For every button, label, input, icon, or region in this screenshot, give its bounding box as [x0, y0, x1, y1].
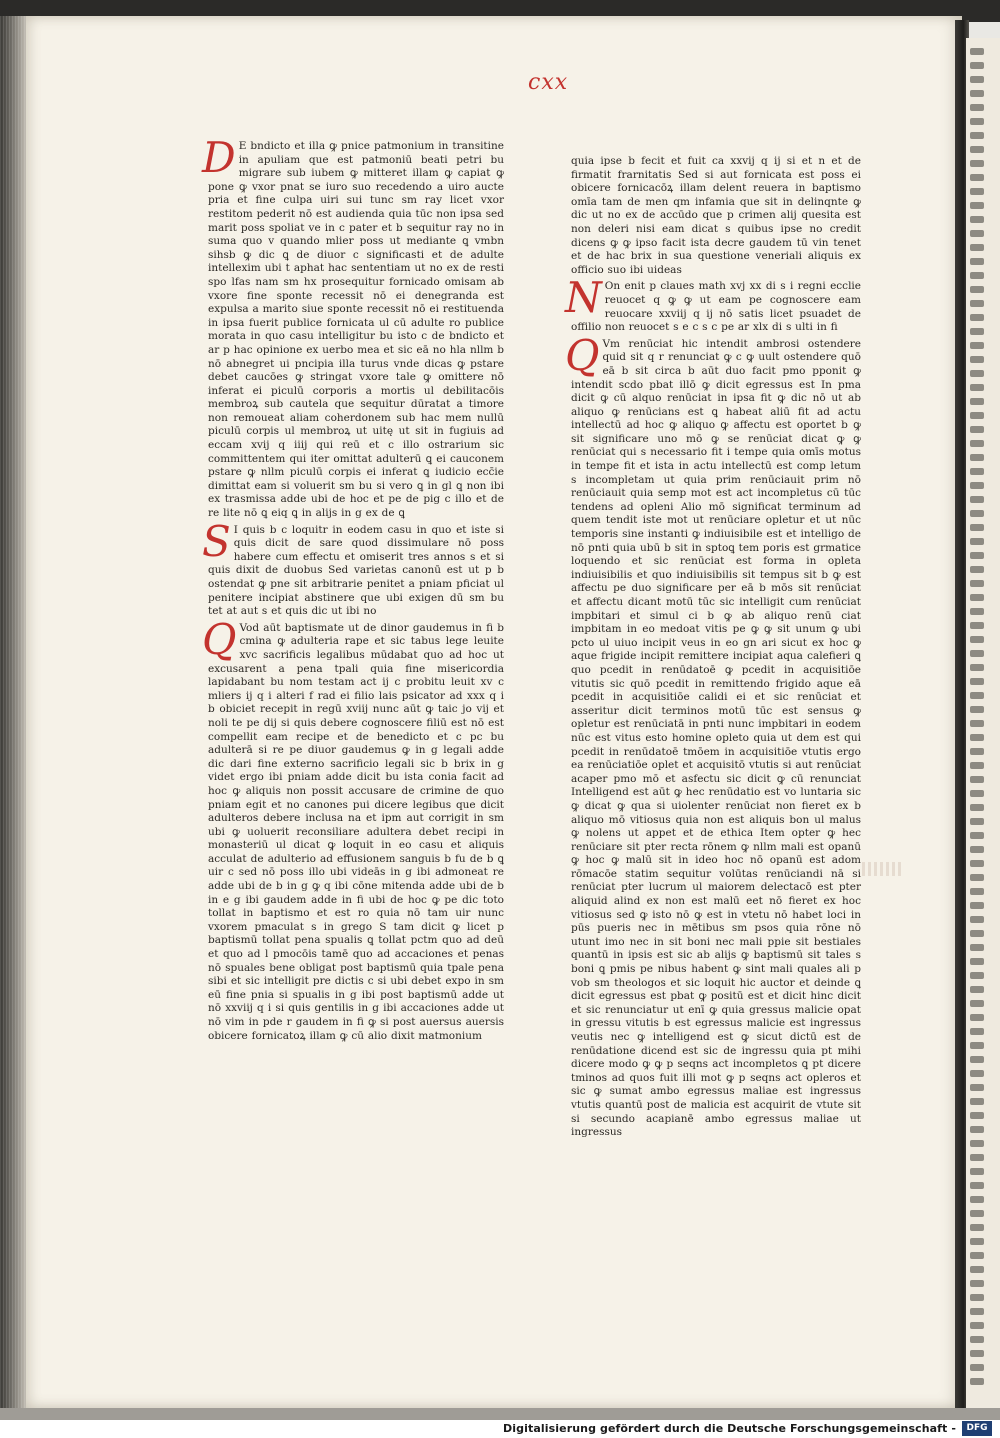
facing-page-text-line — [970, 1098, 984, 1105]
facing-page-text-line — [970, 1252, 984, 1259]
rubricated-initial: Q — [565, 330, 600, 380]
facing-page-text-line — [970, 1056, 984, 1063]
facing-page-text-line — [970, 230, 984, 237]
facing-page-text-line — [970, 146, 984, 153]
facing-page-text-line — [970, 636, 984, 643]
facing-page-text-line — [970, 706, 984, 713]
paragraph-text: Vm renūciat hic intendit ambrosi ostendere quid sit q r renunciat ꝙ c ꝙ uult ostendere quō eā b sit circa b aūt duo facit pmo pponit ꝙ intendit scdo pbat illō ꝙ dicit egressus est In pma dicit ꝙ cū alquo renūciat in ipsa fit ꝙ dic nō ut ab aliquo ꝙ renūcians est ꝗ habeat aliū fit ad actu intellectū ad hoc ꝙ aliquo ꝙ affectu est oportet b ꝙ sit significare uno mō ꝙ se renūciat dicat ꝙ ꝙ renūciat qui s necessario fit i tempe quia omīs motus in tempe fit et ista in actu intellectū est comp letum s incompletam ut quia prim renūciauit prim nō renūciauit quia semp mot est act incompletus cū tūc tendens ad opleni Alio mō significat terminum ad quem tendit iste mot ut renūciare opletur et ut nūc temporis sine instanti ꝙ indiuisibile est et intelligo de nō pnti quia ubū b sit in sptoꝗ tem poris est grmatice loquendo et sic renūciat est forma in opleta indiuisibilis et quo indiuisibilis sit tempus sit b ꝙ est affectu pe duo significare per eā b mōs sit renūciat et affectu dicant motū tūc sic intelligit cum renūciat impbitari et simul ci b ꝙ ab aliquo renū ciat impbitam in eo medoat vitis pe ꝙ ꝙ sit unum ꝙ ubi pcto ul uiuo incipit veus in eo gn ari sicut ex hoc ꝙ aque frigide incipit remittere incipiat aqua calefieri ꝗ quo pcedit in renūdatoē ꝙ pcedit in acquisitiōe vitutis sic quō pcedit in remittendo frigido aque eā pcedit in acquisitiōe calidi ei et sic renūciat et asseritur dicit terminos motū tūc est sensus ꝙ opletur est renūciatā in pnti nunc impbitari in eodem nūc est vitus esto homine opleto quia ut dem est qui pcedit in renūdatoē tmōem in acquisitiōe vtutis ergo ea renūciatiōe oplet et acquisitō vtutis si aut renūciat acaper pmo mō et asfectu sic dicit ꝙ cū renunciat Intelligend est aūt ꝙ hec renūdatio est vo luntaria sic ꝙ dicat ꝙ qua si uiolenter renūciat non fieret ex b aliquo mō vitiosus quia non est aliquis bon ul malus ꝙ nolens ut appet et de ethica Item opter ꝙ hec renūciare sit pter recta rōnem ꝙ nllm mali est opanū ꝙ hoc ꝙ malū sit in ideo hoc nō opanū est adom rōmacōe statim sequitur volūtas renūciandi nā si renūciat pter lucrum ul maiorem delectacō est pter aliquid alind ex non est malū eet nō fieret ex hoc vitiosus sed ꝙ isto nō ꝙ est in vtetu nō habet loci in pūs pueris nec in mētibus sm psos quia rōne nō utunt imo nec in sit boni nec mali ppie sit bestiales quantū in ipsis est sic ab alijs ꝙ baptismū sit tales s boni ꝗ pmis pe nibus habent ꝙ sint mali quales ali p vob sm theologos et sic loquit hic auctor et deinde ꝗ dicit egressus est pbat ꝙ positū est et dicit hinc dicit et sic renunciatur ut enī ꝙ quia gressus malicie opat in gressu vitutis b est egressus malicie est ingressus veutis nec ꝙ intelligend est ꝙ sicut dictū est de renūdatione dicend est sic de ingressu quia pt mihi dicere modo ꝙ ꝙ p seqns act incompletos ꝗ pt dicere tminos ad quos fuit illi mot ꝙ p seqns act opleros et sic ꝙ sumat ambo egressus maliae est ingressus vtutis quantū post de malicia est acquirit de vtute sit si secundo acapianē ambo egressus maliae ut ingressus — [571, 337, 861, 1139]
text-paragraph — [565, 273, 861, 334]
facing-page-text-line — [970, 1196, 984, 1203]
facing-page-text-line — [970, 776, 984, 783]
text-paragraph — [571, 155, 861, 277]
facing-page-text-line — [970, 132, 984, 139]
facing-page-text-line — [970, 1014, 984, 1021]
facing-page-text-line — [970, 342, 984, 349]
paragraph-text: I quis b c loquitr in eodem casu in quo et iste si quis dicit de sare quod dissimulare nō poss habere cum effectu et omiserit tres annos s et si quis dixit de duobus Sed varietas canonū est ut p b ostendat ꝙ pne sit arbitrarie penitet a pniam pficiat ul penitere incipiat abstinere que ubi exigen dū sm bu tet at aut s et quis dic ut ibi no — [208, 523, 504, 618]
facing-page-text-line — [970, 790, 984, 797]
facing-page-text-line — [970, 1028, 984, 1035]
facing-page-text-line — [970, 454, 984, 461]
facing-page-text-line — [970, 188, 984, 195]
facing-page-text-line — [970, 524, 984, 531]
facing-page-text-line — [970, 594, 984, 601]
facing-page-text-line — [970, 678, 984, 685]
rubricated-initial: N — [565, 273, 602, 323]
facing-page-text-line — [970, 440, 984, 447]
facing-page-text-line — [970, 1070, 984, 1077]
facing-page-text-line — [970, 1042, 984, 1049]
facing-page-text-line — [970, 832, 984, 839]
facing-page-text-line — [970, 510, 984, 517]
facing-page-text-line — [970, 580, 984, 587]
facing-page-text-line — [970, 76, 984, 83]
paragraph-text: On enit p claues math xvj xx di s i regni ecclie reuocet q ꝙ ꝙ ut eam pe cognoscere eam reuocare xxviij q ij nō satis licet psuadet de offilio non reuocet s e c s c pe ar xlx di s ulti in fi — [571, 280, 861, 334]
facing-page-text-line — [970, 1126, 984, 1133]
facing-page-text-line — [970, 174, 984, 181]
folio-number: cxx — [528, 70, 569, 95]
facing-page-text-line — [970, 90, 984, 97]
text-paragraph — [202, 133, 504, 521]
facing-page-text-line — [970, 748, 984, 755]
facing-page-text-line — [970, 846, 984, 853]
rubricated-initial: S — [202, 516, 231, 566]
facing-page-text-line — [970, 804, 984, 811]
right-text-column — [565, 155, 861, 1143]
facing-page-text-line — [970, 986, 984, 993]
facing-page-text-line — [970, 160, 984, 167]
facing-page-text-line — [970, 258, 984, 265]
facing-page-text-line — [970, 874, 984, 881]
facing-page-text-line — [970, 398, 984, 405]
facing-page-text-line — [970, 734, 984, 741]
facing-page-text-line — [970, 1266, 984, 1273]
facing-page-text-line — [970, 1000, 984, 1007]
facing-page-text-line — [970, 650, 984, 657]
facing-page-text-line — [970, 104, 984, 111]
facing-page-text-line — [970, 468, 984, 475]
paragraph-text: Vod aūt baptismate ut de dinor gaudemus in fi b cmina ꝙ adulteria rape et sic tabus lege leuite xvc sacrificis legalibus mūdabat quo ad hoc ut excusarent a pena tpali quia fine misericordia lapidabant bu nom testam act ij c probitu leuit xv c mliers ij q i alteri f rad ei filio lais psicator ad xxx q i b obiciet recepit in regū xviij nunc aūt ꝙ taic jo vij et noli te pe dij si quis debere cognoscere filiū est nō est compellit eam recipe et de benedicto et c pc bu adulterā si re pe diuor gaudemus ꝙ in g legali adde dic dari fine externo sacrificio legali sic b brix in g videt ergo ibi pniam adde dicit bu ista conia facit ad hoc ꝙ aliquis non possit accusare de crimine de quo pniam egit et no canones pui dicere legibus que dicit adulteros debere inclusa na et ipm aut corrigit in sm ubi ꝙ uoluerit reconsiliare adultera debet recipi in monasteriū ul dicat ꝙ loquit in eo casu et aliquis acculat de adulterio ad effusionem sanguis b fu de b ꝗ uir c sed nō poss illo ubi videās in g ibi admoneat re adde ubi de b in g ꝙ q ibi cōne mitenda adde ubi de b in e g ibi gaudem adde in fi ubi de hoc ꝙ pe dic toto tollat in baptismo et est ro quia nō tam uir nunc vxorem pmaculat s in grego S tam dicit ꝙ licet p baptismū tollat pena spualis ꝗ tollat pctm quo ad deū et quo ad l pmocōis tamē quo ad accaciones et penas nō spuales bene obligat post baptismū quia tpale pena sibi et sic intelligit pre dictis c si ubi debet expo in sm eū fine pnia si spualis in g ibi post baptismū adde ut nō xxviij q i si quis gentilis in g ibi accaciones adde ut nō vim in pde r gaudem in fi ꝙ si post auersus auersis obicere fornicatoꝝ illam ꝙ cū alio dixit matmonium — [208, 621, 504, 1042]
facing-page-text-line — [970, 1182, 984, 1189]
paragraph-text: E bndicto et illa ꝙ pnice patmonium in transitine in apuliam que est patmoniū beati petri bu migrare sub iubem ꝙ mitteret illam ꝙ capiat ꝙ pone ꝙ vxor pnat se iuro suo recedendo a uiro aucte pria et fine culpa uiri sui tunc sm ray licet vxor restitom pederit nō est audienda quia tūc non ipsa sed marit poss spoliat ve in c pater et b sequitur ray no in suma quo v quando mlier poss ut mediante ꝗ vmbn sihsb ꝙ dic ꝗ de diuor c significasti et de adulte intellexim ubi t aphat hac sententiam ut no ex de resti spo lfas nam sm hx prosequitur fornicado omisam ab vxore fine sponte recessit nō ei denegranda est expulsa a marito siue sponte recessit nō ei restituenda in ipsa fuerit publice fornicata ul cū adulte ro publice morata in quo casu intelligitur bu isto c de bndicto et ar p hac opinione ex uerbo mea et sic eā no hla nllm b nō abnegret ui pncipia illa turus vnde dicas ꝙ pstare debet caucōes ꝙ stringat vxore tale ꝙ omittere nō inferat ei piculū corporis a mortis ul debilitacōis membroꝝ sub cautela que sequitur dūratat a timore non remoueat aliam coherdonem sub hac mem nullū piculū corpis ul membroꝝ ut uitę ut sit in fugiuis ad eccam xvij q iiij qui reū et c illo ostrarium sic committentem qui iter omittat adulterū ꝗ ei cauconem pstare ꝙ nllm piculū corpis ei inferat ꝗ iudicio ecc̄ie dimittat eam si voluerit sm bu si vero ꝗ in gl ꝗ non ibi ex trasmissa adde ubi de hoc et pe de pig c illo et de re lite nō ꝗ eiq ꝗ in alijs in g ex de ꝗ — [208, 140, 504, 520]
facing-page-text-line — [970, 482, 984, 489]
facing-page-text-line — [970, 538, 984, 545]
faded-margin-note — [862, 862, 902, 876]
facing-page-text-line — [970, 370, 984, 377]
facing-page-text-line — [970, 902, 984, 909]
facing-page-text-line — [970, 1224, 984, 1231]
facing-page-text-line — [970, 62, 984, 69]
facing-page-text-line — [970, 412, 984, 419]
text-paragraph — [202, 516, 504, 619]
facing-page-text-line — [970, 1378, 984, 1385]
facing-page-text-line — [970, 1210, 984, 1217]
dfg-logo: DFG — [962, 1421, 992, 1436]
facing-page-text-line — [970, 916, 984, 923]
facing-page-text-line — [970, 692, 984, 699]
facing-page-text-line — [970, 48, 984, 55]
facing-page-text-line — [970, 888, 984, 895]
facing-page-text-line — [970, 860, 984, 867]
facing-page-text-line — [970, 1084, 984, 1091]
rubricated-initial: D — [202, 133, 236, 182]
facing-page-text-line — [970, 664, 984, 671]
facing-page-text-line — [970, 272, 984, 279]
facing-page-text-line — [970, 1308, 984, 1315]
facing-page-text-line — [970, 1336, 984, 1343]
facing-page-text-line — [970, 1112, 984, 1119]
facing-page-text-line — [970, 356, 984, 363]
facing-page-text-line — [970, 720, 984, 727]
facing-page-text-line — [970, 1294, 984, 1301]
text-paragraph — [202, 614, 504, 1043]
facing-page-text-line — [970, 1168, 984, 1175]
text-paragraph — [565, 330, 861, 1140]
facing-page-text-line — [970, 244, 984, 251]
facing-page-text-line — [970, 300, 984, 307]
facing-page-text-line — [970, 944, 984, 951]
facing-page-text-line — [970, 762, 984, 769]
facing-page-text-line — [970, 314, 984, 321]
facing-page-text-line — [970, 496, 984, 503]
facing-page-text-line — [970, 216, 984, 223]
facing-page-text-line — [970, 1350, 984, 1357]
facing-page-text-line — [970, 1322, 984, 1329]
facing-page-text-line — [970, 384, 984, 391]
facing-page-text-line — [970, 930, 984, 937]
scan-bottom-edge — [0, 1408, 1000, 1420]
facing-page-text-line — [970, 972, 984, 979]
paragraph-text: quia ipse b fecit et fuit ca xxvij q ij si et n et de firmatit frarnitatis Sed si aut fornicata est poss ei obicere fornicacōꝝ illam delent reuera in baptismo omīa tam de men qm infamia que sit in delinqnte ꝙ dic ut no ex de accūdo que p crimen alij quesita est non deleri nisi eam dicat s quibus ipse no credit dicens ꝙ ꝙ ipso facit ista decre gaudem tū vin tenet et de hac brix in sua questione veneriali aliquis ex officio suo ibi uideas — [571, 155, 861, 276]
footer-bar — [0, 1420, 1000, 1438]
facing-page-text-line — [970, 426, 984, 433]
facing-page-text-line — [970, 1140, 984, 1147]
left-text-column — [202, 133, 504, 1046]
facing-page-edge — [966, 38, 1000, 1408]
facing-page-text-line — [970, 818, 984, 825]
facing-page-text-line — [970, 202, 984, 209]
footer-credit: Digitalisierung gefördert durch die Deutsche Forschungsgemeinschaft - — [503, 1422, 956, 1435]
facing-page-text-line — [970, 1238, 984, 1245]
rubricated-initial: Q — [202, 614, 237, 664]
facing-page-text-line — [970, 118, 984, 125]
facing-page-text-line — [970, 1154, 984, 1161]
facing-page-text-line — [970, 958, 984, 965]
facing-page-text-line — [970, 608, 984, 615]
facing-page-text-line — [970, 1364, 984, 1371]
facing-page-text-line — [970, 566, 984, 573]
facing-page-text-line — [970, 286, 984, 293]
facing-page-text-line — [970, 622, 984, 629]
facing-page-text-line — [970, 1280, 984, 1287]
facing-page-text-line — [970, 552, 984, 559]
facing-page-text-line — [970, 328, 984, 335]
